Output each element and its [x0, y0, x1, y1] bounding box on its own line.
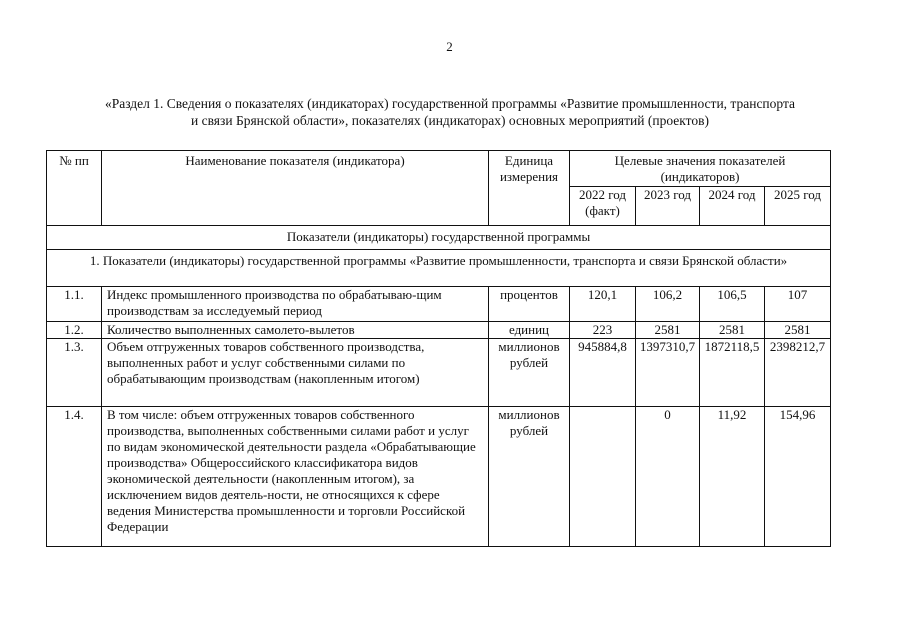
indicator-name: В том числе: объем отгруженных товаров собственного производства, выполненных собственными силами работ и услуг по видам экономической деятельности раздела «Обрабатывающие производства» Общероссийского классификатора видов экономической деятельности (накопленным итогом), за исключением видов деятель-ности, не относящихся к сфере ведения Министерства промышленности и торговли Российской Федерации	[102, 407, 489, 547]
section-heading-line-1: «Раздел 1. Сведения о показателях (индикаторах) государственной программы «Развитие промышленности, транспорта	[104, 96, 796, 111]
table-row	[47, 287, 831, 322]
unit-cell: процентов	[489, 287, 570, 322]
column-header-targets: Целевые значения показателей (индикаторов)	[570, 151, 831, 187]
unit-cell: единиц	[489, 322, 570, 339]
row-number: 1.1.	[47, 287, 102, 322]
indicator-name: Объем отгруженных товаров собственного производства, выполненных работ и услуг собственными силами по обрабатывающим производствам (накопленным итогом)	[102, 339, 489, 407]
subsection-title: 1. Показатели (индикаторы) государственной программы «Развитие промышленности, транспорта и связи Брянской области»	[47, 250, 831, 287]
column-header-year-2025: 2025 год	[765, 187, 831, 226]
unit-cell: миллионов рублей	[489, 407, 570, 547]
value-2024: 11,92	[700, 407, 765, 547]
value-2025: 2581	[765, 322, 831, 339]
row-number: 1.3.	[47, 339, 102, 407]
value-2025: 107	[765, 287, 831, 322]
column-header-year-2022: 2022 год (факт)	[570, 187, 636, 226]
column-header-num: № пп	[47, 151, 102, 226]
indicators-table	[46, 150, 831, 547]
subsection-row	[47, 250, 831, 287]
value-2024: 1872118,5	[700, 339, 765, 407]
value-2023: 106,2	[636, 287, 700, 322]
value-2022: 223	[570, 322, 636, 339]
section-row	[47, 226, 831, 250]
value-2025: 154,96	[765, 407, 831, 547]
value-2023: 1397310,7	[636, 339, 700, 407]
value-2022: 945884,8	[570, 339, 636, 407]
header-row-1	[47, 151, 831, 187]
value-2023: 0	[636, 407, 700, 547]
unit-cell: миллионов рублей	[489, 339, 570, 407]
indicator-name: Индекс промышленного производства по обрабатываю-щим производствам за исследуемый период	[102, 287, 489, 322]
column-header-year-2024: 2024 год	[700, 187, 765, 226]
row-number: 1.4.	[47, 407, 102, 547]
column-header-name: Наименование показателя (индикатора)	[102, 151, 489, 226]
value-2024: 106,5	[700, 287, 765, 322]
section-heading	[40, 95, 860, 129]
row-number: 1.2.	[47, 322, 102, 339]
table-row	[47, 407, 831, 547]
value-2025: 2398212,7	[765, 339, 831, 407]
table-row	[47, 339, 831, 407]
table-row	[47, 322, 831, 339]
section-title: Показатели (индикаторы) государственной программы	[47, 226, 831, 250]
indicator-name: Количество выполненных самолето-вылетов	[102, 322, 489, 339]
value-2024: 2581	[700, 322, 765, 339]
value-2022	[570, 407, 636, 547]
section-heading-line-2: и связи Брянской области», показателях (индикаторах) основных мероприятий (проектов)	[191, 113, 709, 128]
column-header-unit: Единица измерения	[489, 151, 570, 226]
page-number: 2	[446, 39, 453, 54]
value-2022: 120,1	[570, 287, 636, 322]
value-2023: 2581	[636, 322, 700, 339]
column-header-year-2023: 2023 год	[636, 187, 700, 226]
